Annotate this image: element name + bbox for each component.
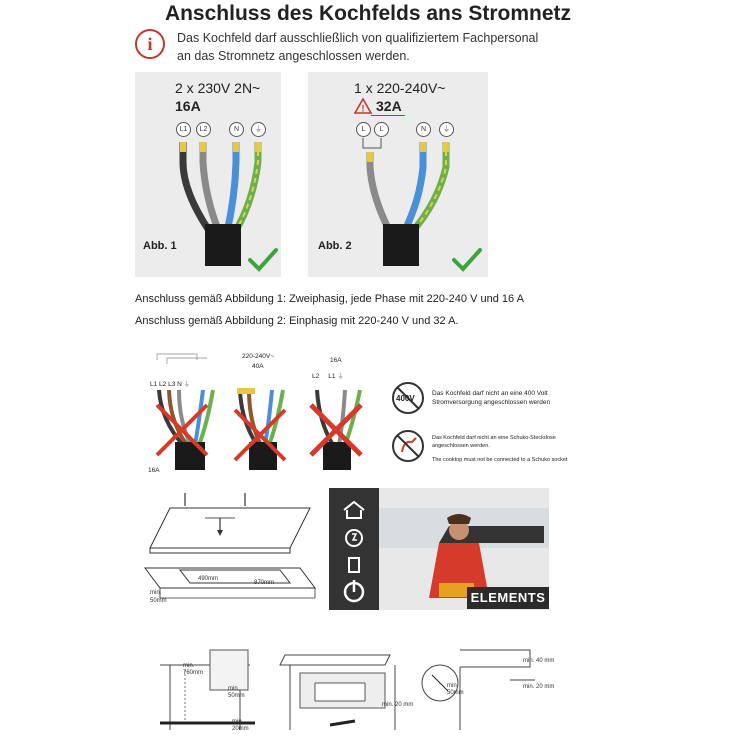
warning-2-line-3: The cooktop must not be connected to a Schuko socket — [432, 457, 568, 463]
dim-min-value: 50mm — [150, 598, 167, 604]
page-title: Anschluss des Kochfelds ans Stromnetz — [164, 2, 572, 25]
panel2-voltage: 1 x 220-240V~ — [354, 80, 446, 96]
dim-width: 870mm — [254, 580, 275, 586]
warning-1-line-2: Stromversorgung angeschlossen werden — [432, 399, 551, 406]
dim-min-label: min. — [150, 590, 162, 596]
check-icon — [247, 247, 279, 273]
clearance-3-label: min. — [232, 719, 244, 725]
clearance-1-label: min. — [183, 663, 195, 669]
feature-icon-strip — [329, 488, 379, 610]
term-l1: L1 — [150, 381, 158, 388]
description-1: Anschluss gemäß Abbildung 1: Zweiphasig, jede Phase mit 220-240 V und 16 A — [135, 293, 524, 305]
panel2-label: Abb. 2 — [318, 240, 352, 252]
term-l1: L1 — [328, 373, 336, 380]
no-400v-label: 400V — [396, 394, 415, 403]
panel1-label: Abb. 1 — [143, 240, 177, 252]
diag3-terminals — [312, 372, 344, 381]
clearance-2-label: min. — [228, 686, 240, 692]
terminal-l-a: L — [356, 122, 371, 137]
info-line-2: an das Stromnetz angeschlossen werden. — [177, 49, 410, 63]
info-line-1: Das Kochfeld darf ausschließlich von qualifiziertem Fachpersonal — [177, 31, 539, 45]
diag1-current: 16A — [148, 467, 160, 474]
clearance-5: min. 40 mm — [523, 658, 555, 664]
warning-1-text — [432, 389, 550, 407]
clearance-1-value: 760mm — [183, 670, 204, 676]
wiring-panel-2 — [308, 72, 488, 277]
clearance-7-label: min. — [447, 683, 459, 689]
info-text — [177, 29, 617, 65]
terminal-ground: ⏚ — [439, 122, 454, 137]
feature-icons — [329, 488, 379, 610]
warning-2-line-2: angeschlossen werden. — [432, 443, 490, 449]
clearance-4: min. 20 mm — [382, 702, 414, 708]
info-icon: i — [135, 29, 165, 59]
clearance-3-value: 20mm — [232, 726, 249, 732]
term-l2: L2 — [312, 373, 320, 380]
terminal-l2: L2 — [196, 122, 211, 137]
terminal-ground: ⏚ — [251, 122, 266, 137]
terminal-n: N — [416, 122, 431, 137]
check-icon — [451, 247, 483, 273]
diag2-current: 40A — [252, 363, 264, 370]
clearance-7-value: 50mm — [447, 690, 464, 696]
diag3-current: 16A — [330, 357, 342, 364]
clearance-2-value: 50mm — [228, 693, 245, 699]
diag1-terminals — [150, 380, 190, 389]
panel2-current: 32A — [376, 98, 402, 114]
terminal-l-b: L — [374, 122, 389, 137]
warning-1-line-1: Das Kochfeld darf nicht an eine 400 Volt — [432, 390, 548, 397]
term-ground: ⏚ — [337, 373, 344, 380]
installation-drawing — [140, 488, 320, 608]
wiring-panel-1 — [135, 72, 281, 277]
no-schuko-icon — [390, 428, 426, 464]
warning-2-text — [432, 434, 567, 464]
clearance-6: min. 20 mm — [523, 684, 555, 690]
term-l3: L3 — [168, 381, 176, 388]
panel1-current: 16A — [175, 98, 201, 114]
warning-2-line-1: Das Kochfeld darf nicht an eine Schuko-Steckdose — [432, 435, 556, 441]
brand-logo: ELEMENTS — [467, 587, 549, 609]
clearance-drawings — [150, 645, 550, 735]
dim-depth: 490mm — [198, 576, 219, 582]
svg-text:!: ! — [361, 103, 365, 114]
panel1-voltage: 2 x 230V 2N~ — [175, 80, 261, 96]
terminal-n: N — [229, 122, 244, 137]
terminal-l1: L1 — [176, 122, 191, 137]
diag2-voltage: 220-240V~ — [242, 353, 274, 360]
term-l2: L2 — [159, 381, 167, 388]
term-ground: ⏚ — [183, 381, 191, 388]
term-n: N — [177, 381, 182, 388]
description-2: Anschluss gemäß Abbildung 2: Einphasig mit 220-240 V und 32 A. — [135, 315, 459, 327]
